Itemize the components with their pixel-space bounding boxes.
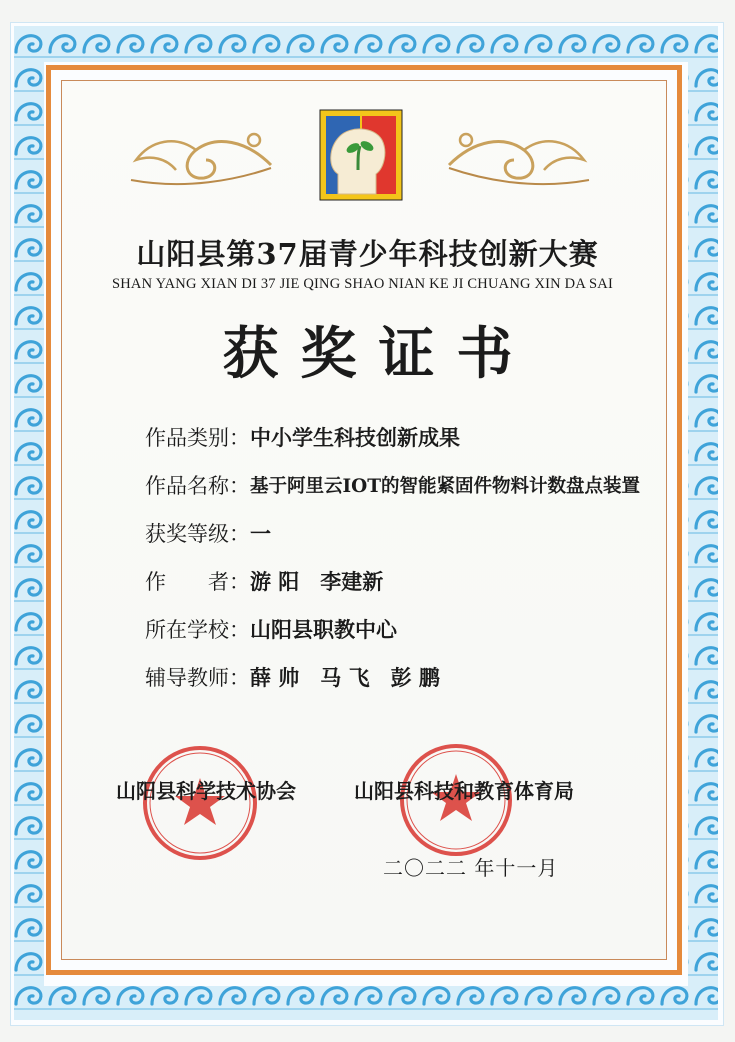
field-work-name <box>145 461 665 509</box>
field-value: 一 <box>250 521 271 546</box>
field-value: 基于阿里云IOT的智能紧固件物料计数盘点装置 <box>250 476 641 497</box>
field-label: 获奖等级： <box>145 522 250 546</box>
field-label: 辅导教师： <box>145 666 250 690</box>
issue-date: 二〇二二 年十一月 <box>383 856 559 880</box>
issuer-right: 山阳县科技和教育体育局 <box>354 779 574 803</box>
field-instructors <box>145 653 665 701</box>
left-flourish-ornament <box>126 120 276 200</box>
field-award-level <box>145 509 665 557</box>
field-value: 游 阳 李建新 <box>250 569 384 594</box>
field-school <box>145 605 665 653</box>
certificate-heading: 获奖证书 <box>222 321 535 387</box>
field-label: 所在学校： <box>145 618 250 642</box>
field-label: 作品类别： <box>145 426 250 450</box>
field-label: 作品名称： <box>145 474 250 498</box>
competition-title: 山阳县第37届青少年科技创新大赛 <box>136 237 599 271</box>
field-category <box>145 413 665 461</box>
youth-science-emblem-icon <box>318 108 404 202</box>
field-authors <box>145 557 665 605</box>
field-label: 作 者： <box>145 570 250 594</box>
field-value: 山阳县职教中心 <box>250 617 397 642</box>
field-value: 中小学生科技创新成果 <box>250 425 460 450</box>
award-details <box>145 413 665 701</box>
competition-title-pinyin: SHAN YANG XIAN DI 37 JIE QING SHAO NIAN KE JI CHUANG XIN DA SAI <box>112 276 614 292</box>
field-value: 薛 帅 马 飞 彭 鹏 <box>250 665 440 690</box>
issuer-left: 山阳县科学技术协会 <box>116 779 296 803</box>
right-flourish-ornament <box>444 120 594 200</box>
